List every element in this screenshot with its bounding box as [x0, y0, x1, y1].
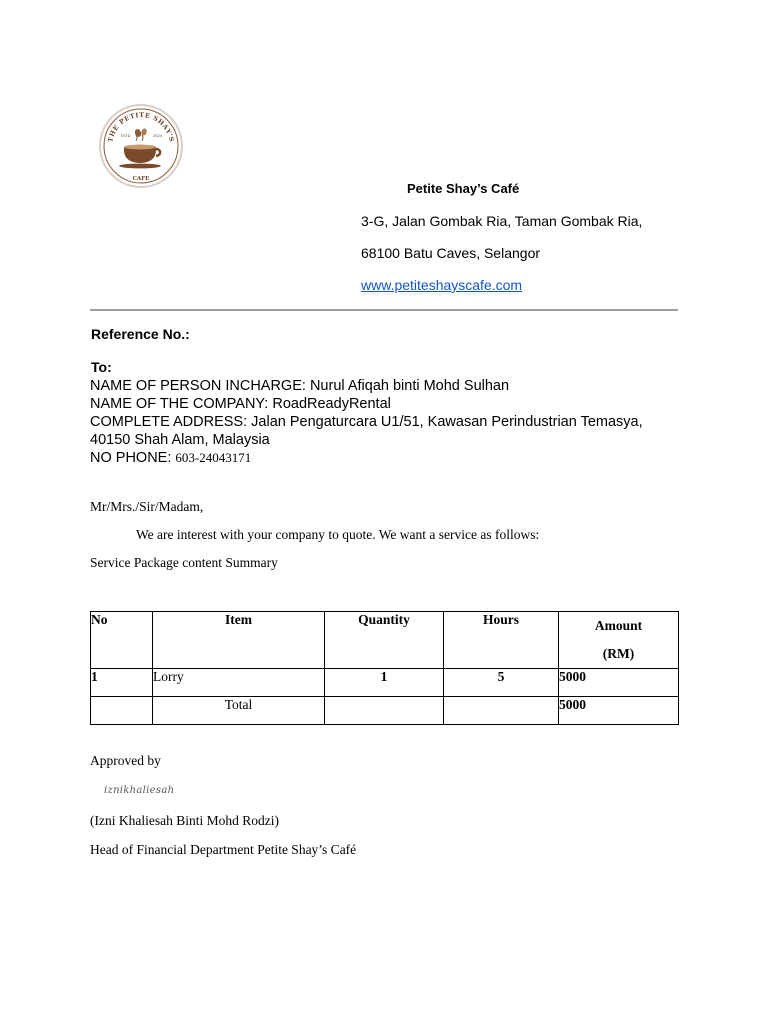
- recipient-company: [90, 395, 690, 413]
- header-divider: [90, 309, 678, 311]
- total-amount: 5000: [559, 697, 679, 725]
- cafe-name: Petite Shay’s Café: [407, 181, 520, 196]
- approver-title: Head of Financial Department Petite Shay’s Café: [90, 842, 357, 857]
- row-hours: 5: [444, 669, 559, 697]
- row-amount: 5000: [559, 669, 679, 697]
- header-amount: [559, 612, 679, 669]
- total-hours-empty: [444, 697, 559, 725]
- logo-top-text: THE PETITE SHAY'S: [106, 110, 176, 143]
- svg-text:THE PETITE SHAY'S: [106, 111, 176, 143]
- row-no: 1: [91, 669, 153, 697]
- signature: iznikhaliesah: [104, 785, 175, 796]
- address-line-1: 3-G, Jalan Gombak Ria, Taman Gombak Ria,: [361, 213, 643, 229]
- service-table: [90, 611, 679, 725]
- recipient-address: [90, 413, 690, 431]
- table-row: [91, 669, 679, 697]
- summary-title: Service Package content Summary: [90, 555, 278, 570]
- logo-est-left: ESTD: [121, 134, 131, 138]
- total-label: Total: [153, 697, 325, 725]
- header-no: No: [91, 612, 153, 669]
- address-value: Jalan Pengaturcara U1/51, Kawasan Perindustrian Temasya,: [251, 414, 643, 430]
- header-amount-line2: (RM): [602, 646, 635, 661]
- approver-name: (Izni Khaliesah Binti Mohd Rodzi): [90, 813, 279, 828]
- salutation: Mr/Mrs./Sir/Madam,: [90, 499, 204, 514]
- total-no-empty: [91, 697, 153, 725]
- website-link[interactable]: www.petiteshayscafe.com: [361, 277, 523, 293]
- reference-label: Reference No.:: [91, 326, 190, 342]
- phone-label: NO PHONE:: [90, 450, 172, 466]
- logo-est-right: 2024: [153, 134, 162, 138]
- address-line-2: 68100 Batu Caves, Selangor: [361, 245, 541, 261]
- person-value: Nurul Afiqah binti Mohd Sulhan: [309, 378, 510, 394]
- recipient-address-cont: [90, 431, 690, 449]
- header-amount-line1: Amount: [594, 618, 643, 633]
- total-quantity-empty: [325, 697, 444, 725]
- header-quantity: Quantity: [325, 612, 444, 669]
- company-value: RoadReadyRental: [272, 396, 391, 412]
- table-header-row: [91, 612, 679, 669]
- recipient-person: [90, 377, 690, 395]
- row-quantity: 1: [325, 669, 444, 697]
- address-value-2: 40150 Shah Alam, Malaysia: [90, 432, 270, 448]
- to-label: To:: [91, 359, 112, 375]
- logo-bottom-text: CAFE: [132, 176, 150, 182]
- cafe-logo: [98, 103, 184, 189]
- table-total-row: [91, 697, 679, 725]
- header-item: Item: [153, 612, 325, 669]
- recipient-phone: [90, 449, 690, 467]
- person-label: NAME OF PERSON INCHARGE:: [90, 378, 306, 394]
- header-hours: Hours: [444, 612, 559, 669]
- row-item: Lorry: [153, 669, 325, 697]
- address-label: COMPLETE ADDRESS:: [90, 414, 248, 430]
- phone-value: 603-24043171: [175, 450, 252, 465]
- approved-by-label: Approved by: [90, 753, 161, 768]
- company-label: NAME OF THE COMPANY:: [90, 396, 269, 412]
- intro-paragraph: We are interest with your company to quote. We want a service as follows:: [136, 527, 540, 542]
